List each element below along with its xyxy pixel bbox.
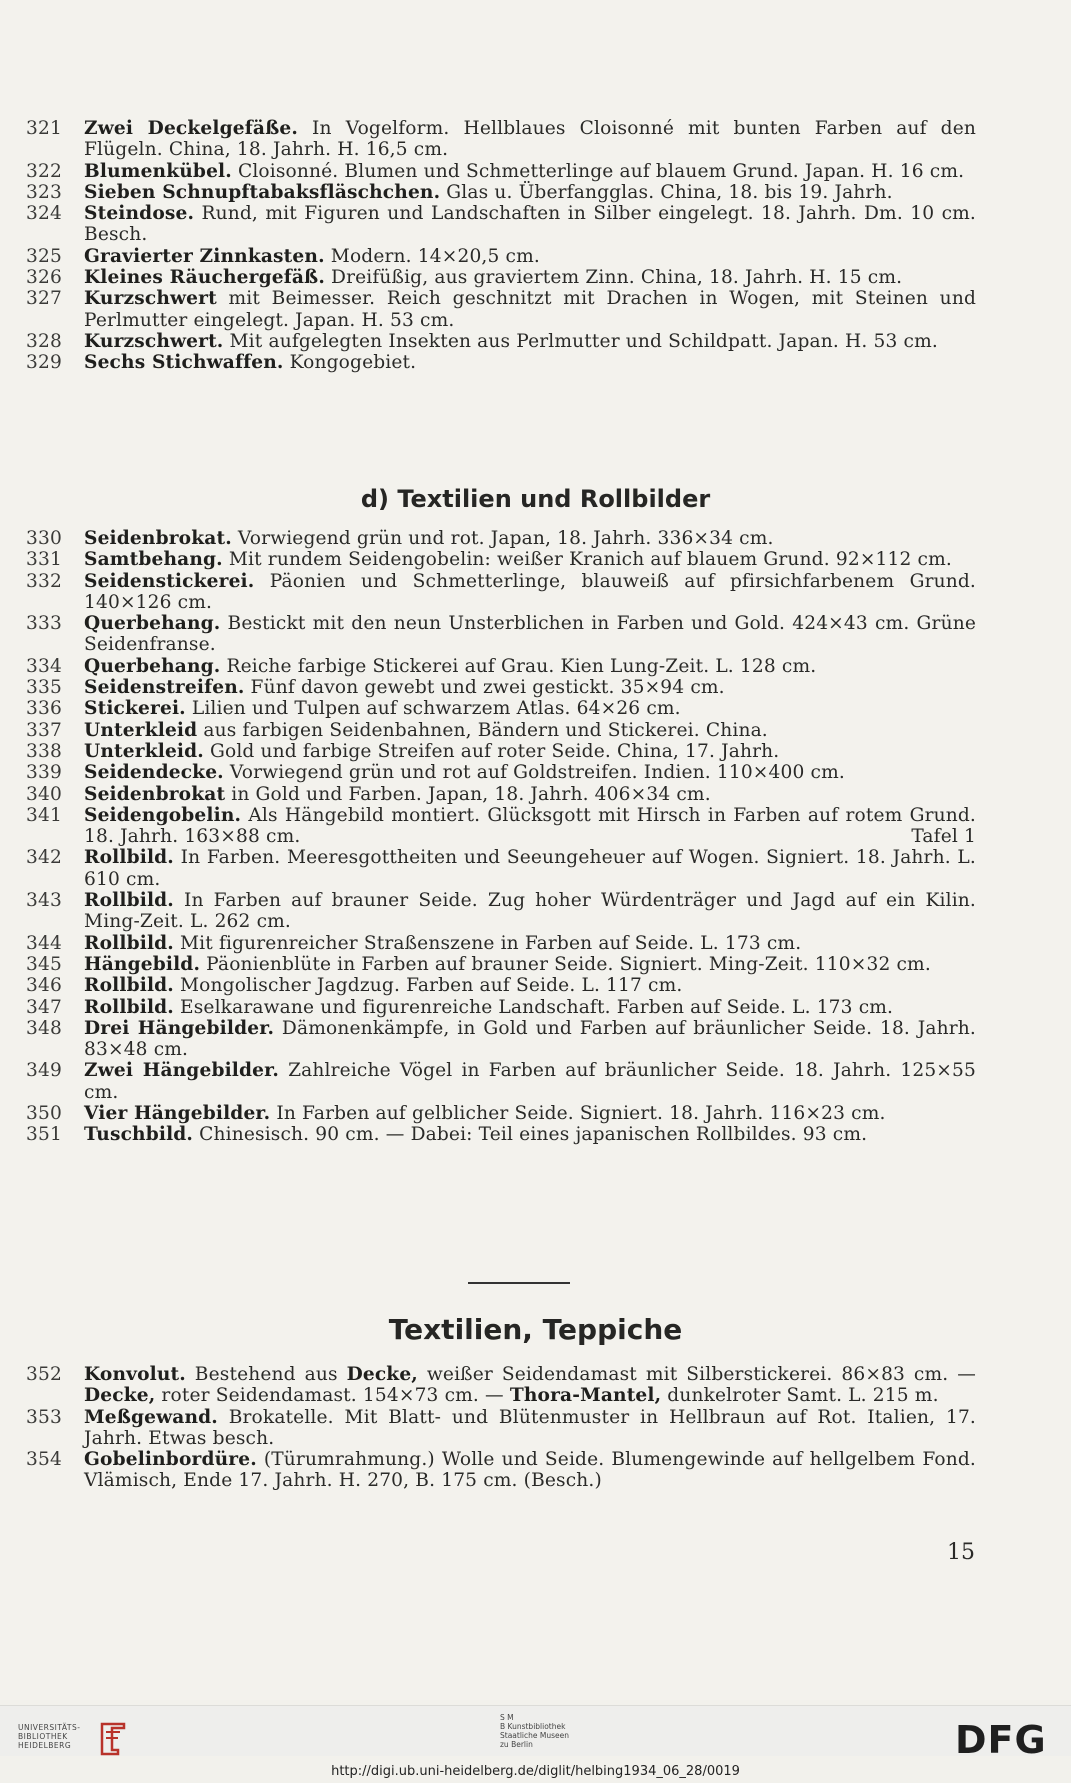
entry-description xyxy=(84,288,976,331)
entry-number: 327 xyxy=(26,288,62,310)
entry-text: Päonienblüte in Farben auf brauner Seide. Signiert. Ming-Zeit. 110×32 cm. xyxy=(200,953,931,975)
entry-text: Mit aufgelegten Insekten aus Perlmutter und Schildpatt. Japan. H. 53 cm. xyxy=(223,330,938,352)
catalog-entry xyxy=(26,352,976,373)
catalog-entry xyxy=(26,1449,976,1492)
section-heading-textilien-rollbilder: d) Textilien und Rollbilder xyxy=(360,485,711,513)
catalog-entry xyxy=(26,933,976,954)
entry-description xyxy=(84,784,976,805)
entry-title: Tuschbild. xyxy=(84,1124,194,1146)
entry-title: Konvolut. xyxy=(84,1364,186,1385)
entry-title: Unterkleid. xyxy=(84,740,204,762)
heidelberg-library-label: UNIVERSITÄTS- BIBLIOTHEK HEIDELBERG xyxy=(18,1723,81,1750)
entry-number: 331 xyxy=(26,549,62,571)
catalog-entry xyxy=(26,698,976,719)
section-heading-textilien-teppiche: Textilien, Teppiche xyxy=(388,1313,683,1346)
entries-group-3 xyxy=(26,1364,976,1492)
entry-description xyxy=(84,1018,976,1061)
catalog-entry xyxy=(26,805,976,848)
entry-title: Drei Hängebilder. xyxy=(84,1017,275,1039)
entry-title: Decke, xyxy=(84,1385,156,1407)
catalog-entry xyxy=(26,890,976,933)
catalog-entry xyxy=(26,182,976,203)
entry-description xyxy=(84,997,976,1018)
entry-number: 330 xyxy=(26,528,62,549)
entry-text: In Farben auf gelblicher Seide. Signiert. 18. Jahrh. 116×23 cm. xyxy=(270,1103,886,1125)
catalog-entry xyxy=(26,1103,976,1124)
entry-text: Fünf davon gewebt und zwei gestickt. 35×94 cm. xyxy=(244,677,725,699)
catalog-entry xyxy=(26,571,976,614)
smb-kunstbibliothek-label: S M B Kunstbibliothek Staatliche Museen zu Berlin xyxy=(500,1713,569,1749)
entry-title: Sechs Stichwaffen. xyxy=(84,352,284,374)
entry-description xyxy=(84,571,976,614)
entry-text: Als Hängebild montiert. Glücksgott mit Hirsch in Farben auf rotem Grund. 18. Jahrh. 163×88 cm. xyxy=(84,804,976,848)
catalog-entry xyxy=(26,246,976,267)
entry-text: in Gold und Farben. Japan, 18. Jahrh. 406×34 cm. xyxy=(225,783,711,805)
entry-number: 328 xyxy=(26,330,62,352)
catalog-entry xyxy=(26,267,976,288)
catalog-entry xyxy=(26,549,976,570)
entry-description xyxy=(84,805,976,848)
entry-title: Vier Hängebilder. xyxy=(84,1103,271,1125)
page-number: 15 xyxy=(947,1540,975,1565)
entry-description xyxy=(84,118,976,161)
entry-title: Rollbild. xyxy=(84,996,174,1018)
entry-title: Sieben Schnupftabaksfläschchen. xyxy=(84,181,441,203)
catalog-entry xyxy=(26,975,976,996)
entry-number: 335 xyxy=(26,677,62,699)
catalog-entry xyxy=(26,1060,976,1103)
entry-number: 340 xyxy=(26,783,62,805)
catalog-entry xyxy=(26,677,976,698)
entry-number: 349 xyxy=(26,1060,62,1082)
entry-text: roter Seidendamast. 154×73 cm. — xyxy=(155,1385,510,1407)
entry-title: Zwei Hängebilder. xyxy=(84,1060,280,1082)
catalog-entry xyxy=(26,784,976,805)
entry-title: Seidenbrokat. xyxy=(84,528,232,549)
entry-description xyxy=(84,1364,976,1407)
entry-text: In Farben. Meeresgottheiten und Seeungeheuer auf Wogen. Signiert. 18. Jahrh. L. 610 cm. xyxy=(84,847,976,890)
plate-reference: Tafel 1 xyxy=(911,826,976,848)
entry-title: Zwei Deckelgefäße. xyxy=(84,118,298,139)
catalog-entry xyxy=(26,997,976,1018)
catalog-entry xyxy=(26,954,976,975)
entry-description xyxy=(84,762,976,783)
entry-text: Bestehend aus xyxy=(185,1364,347,1385)
entry-title: Samtbehang. xyxy=(84,549,223,571)
entry-number: 343 xyxy=(26,890,62,912)
entry-number: 323 xyxy=(26,181,62,203)
entry-title: Hängebild. xyxy=(84,953,201,975)
section-divider xyxy=(468,1282,570,1284)
entry-title: Querbehang. xyxy=(84,613,221,635)
entry-text: Mongolischer Jagdzug. Farben auf Seide. L. 117 cm. xyxy=(173,975,683,997)
entry-text: Rund, mit Figuren und Landschaften in Silber eingelegt. 18. Jahrh. Dm. 10 cm. Besch. xyxy=(84,203,976,246)
entry-title: Seidendecke. xyxy=(84,762,224,784)
entry-description xyxy=(84,246,976,267)
entry-number: 329 xyxy=(26,352,62,374)
entry-number: 347 xyxy=(26,996,62,1018)
entry-number: 321 xyxy=(26,118,62,139)
catalog-entry xyxy=(26,1018,976,1061)
entry-number: 346 xyxy=(26,975,62,997)
entry-title: Kurzschwert. xyxy=(84,330,224,352)
entry-title: Seidengobelin. xyxy=(84,804,242,826)
entry-text: Eselkarawane und figurenreiche Landschaft. Farben auf Seide. L. 173 cm. xyxy=(173,996,894,1018)
entry-title: Steindose. xyxy=(84,203,195,225)
catalog-entry xyxy=(26,720,976,741)
entry-text: Zahlreiche Vögel in Farben auf bräunlicher Seide. 18. Jahrh. 125×55 cm. xyxy=(84,1060,976,1103)
entry-title: Querbehang. xyxy=(84,655,221,677)
catalog-entry xyxy=(26,528,976,549)
entry-text: Mit figurenreicher Straßenszene in Farben auf Seide. L. 173 cm. xyxy=(173,932,802,954)
entry-description xyxy=(84,677,976,698)
entry-description xyxy=(84,549,976,570)
entry-title: Decke, xyxy=(346,1364,418,1385)
entry-number: 339 xyxy=(26,762,62,784)
entry-text: Glas u. Überfangglas. China, 18. bis 19. Jahrh. xyxy=(440,181,893,203)
entry-text: In Vogelform. Hellblaues Cloisonné mit bunten Farben auf den Flügeln. China, 18. Jahrh. H. 16,5 cm. xyxy=(84,118,976,161)
entry-title: Rollbild. xyxy=(84,847,174,869)
catalog-entry xyxy=(26,161,976,182)
entry-description xyxy=(84,352,976,373)
entries-group-2 xyxy=(26,528,976,1146)
entry-number: 345 xyxy=(26,953,62,975)
heidelberg-logo-icon xyxy=(98,1720,128,1756)
entry-description xyxy=(84,161,976,182)
catalog-entry xyxy=(26,203,976,246)
entry-title: Seidenstreifen. xyxy=(84,677,245,699)
entry-description xyxy=(84,1103,976,1124)
catalog-entry xyxy=(26,1124,976,1145)
catalog-entry xyxy=(26,1364,976,1407)
entry-title: Unterkleid xyxy=(84,719,198,741)
entry-number: 326 xyxy=(26,267,62,289)
entry-text: dunkelroter Samt. L. 215 m. xyxy=(661,1385,939,1407)
entry-title: Gravierter Zinnkasten. xyxy=(84,245,325,267)
entry-text: Reiche farbige Stickerei auf Grau. Kien Lung-Zeit. L. 128 cm. xyxy=(220,655,817,677)
entry-title: Stickerei. xyxy=(84,698,186,720)
entry-number: 332 xyxy=(26,570,62,592)
entry-title: Rollbild. xyxy=(84,932,174,954)
entry-number: 348 xyxy=(26,1017,62,1039)
entry-number: 322 xyxy=(26,160,62,182)
source-url[interactable]: http://digi.ub.uni-heidelberg.de/diglit/helbing1934_06_28/0019 xyxy=(331,1764,740,1779)
catalog-entry xyxy=(26,847,976,890)
entry-description xyxy=(84,267,976,288)
entry-text: Kongogebiet. xyxy=(283,352,417,374)
entry-text: Gold und farbige Streifen auf roter Seide. China, 17. Jahrh. xyxy=(203,740,780,762)
entry-text: Päonien und Schmetterlinge, blauweiß auf pfirsichfarbenem Grund. 140×126 cm. xyxy=(84,570,976,613)
entry-title: Rollbild. xyxy=(84,975,174,997)
entry-text: Lilien und Tulpen auf schwarzem Atlas. 64×26 cm. xyxy=(185,698,681,720)
entry-title: Kleines Räuchergefäß. xyxy=(84,267,325,289)
entry-text: Bestickt mit den neun Unsterblichen in Farben und Gold. 424×43 cm. Grüne Seidenfranse. xyxy=(84,613,976,656)
entry-text: Dämonenkämpfe, in Gold und Farben auf bräunlicher Seide. 18. Jahrh. 83×48 cm. xyxy=(84,1017,976,1061)
entry-number: 352 xyxy=(26,1364,62,1385)
entry-number: 341 xyxy=(26,804,62,826)
entry-title: Blumenkübel. xyxy=(84,160,232,182)
entry-number: 338 xyxy=(26,740,62,762)
entry-description xyxy=(84,331,976,352)
entry-number: 325 xyxy=(26,245,62,267)
entry-number: 333 xyxy=(26,613,62,635)
entry-description xyxy=(84,203,976,246)
catalog-entry xyxy=(26,331,976,352)
entry-text: weißer Seidendamast mit Silberstickerei. 86×83 cm. — xyxy=(417,1364,976,1385)
entry-description xyxy=(84,847,976,890)
entry-description xyxy=(84,954,976,975)
entry-text: Vorwiegend grün und rot. Japan, 18. Jahrh. 336×34 cm. xyxy=(231,528,774,549)
entry-description xyxy=(84,613,976,656)
entry-description xyxy=(84,1449,976,1492)
entry-description xyxy=(84,698,976,719)
entry-description xyxy=(84,890,976,933)
entry-text: (Türumrahmung.) Wolle und Seide. Blumengewinde auf hellgelbem Fond. Vlämisch, Ende 17. Jahrh. H. 270, B. 175 cm. (Besch.) xyxy=(84,1449,976,1492)
entry-text: aus farbigen Seidenbahnen, Bändern und Stickerei. China. xyxy=(197,719,768,741)
entry-number: 334 xyxy=(26,655,62,677)
catalog-entry xyxy=(26,762,976,783)
entry-description xyxy=(84,975,976,996)
entry-text: Modern. 14×20,5 cm. xyxy=(324,245,540,267)
entry-number: 324 xyxy=(26,203,62,225)
entry-number: 350 xyxy=(26,1103,62,1125)
entry-description xyxy=(84,182,976,203)
entry-description xyxy=(84,933,976,954)
entry-description xyxy=(84,528,976,549)
entry-text: mit Beimesser. Reich geschnitzt mit Drachen in Wogen, mit Steinen und Perlmutter eingelegt. Japan. H. 53 cm. xyxy=(84,288,976,331)
entry-number: 354 xyxy=(26,1449,62,1471)
catalog-entry xyxy=(26,741,976,762)
entry-text: Mit rundem Seidengobelin: weißer Kranich auf blauem Grund. 92×112 cm. xyxy=(222,549,952,571)
entry-number: 337 xyxy=(26,719,62,741)
entry-title: Meßgewand. xyxy=(84,1406,218,1428)
entry-number: 336 xyxy=(26,698,62,720)
entry-text: Brokatelle. Mit Blatt- und Blütenmuster in Hellbraun auf Rot. Italien, 17. Jahrh. Etwas besch. xyxy=(84,1406,976,1449)
entry-number: 351 xyxy=(26,1124,62,1146)
catalog-entry xyxy=(26,656,976,677)
entry-text: Chinesisch. 90 cm. — Dabei: Teil eines japanischen Rollbildes. 93 cm. xyxy=(193,1124,868,1146)
entry-number: 342 xyxy=(26,847,62,869)
entry-title: Gobelinbordüre. xyxy=(84,1449,257,1471)
entry-title: Thora-Mantel, xyxy=(509,1385,662,1407)
entry-description xyxy=(84,1060,976,1103)
entry-text: Cloisonné. Blumen und Schmetterlinge auf blauem Grund. Japan. H. 16 cm. xyxy=(231,160,965,182)
entry-title: Seidenstickerei. xyxy=(84,570,255,592)
catalog-entry xyxy=(26,613,976,656)
catalog-entry xyxy=(26,1407,976,1450)
dfg-logo: DFG xyxy=(955,1718,1047,1762)
entry-title: Kurzschwert xyxy=(84,288,217,310)
entry-text: In Farben auf brauner Seide. Zug hoher Würdenträger und Jagd auf ein Kilin. Ming-Zeit. L. 262 cm. xyxy=(84,890,976,933)
entries-group-1 xyxy=(26,118,976,374)
entry-description xyxy=(84,741,976,762)
entry-text: Vorwiegend grün und rot auf Goldstreifen. Indien. 110×400 cm. xyxy=(223,762,845,784)
entry-number: 344 xyxy=(26,932,62,954)
entry-number: 353 xyxy=(26,1406,62,1428)
catalog-entry xyxy=(26,118,976,161)
entry-title: Rollbild. xyxy=(84,890,174,912)
entry-description xyxy=(84,656,976,677)
catalog-entry xyxy=(26,288,976,331)
entry-description xyxy=(84,720,976,741)
entry-description xyxy=(84,1407,976,1450)
entry-description xyxy=(84,1124,976,1145)
entry-title: Seidenbrokat xyxy=(84,783,226,805)
entry-text: Dreifüßig, aus graviertem Zinn. China, 18. Jahrh. H. 15 cm. xyxy=(324,267,903,289)
